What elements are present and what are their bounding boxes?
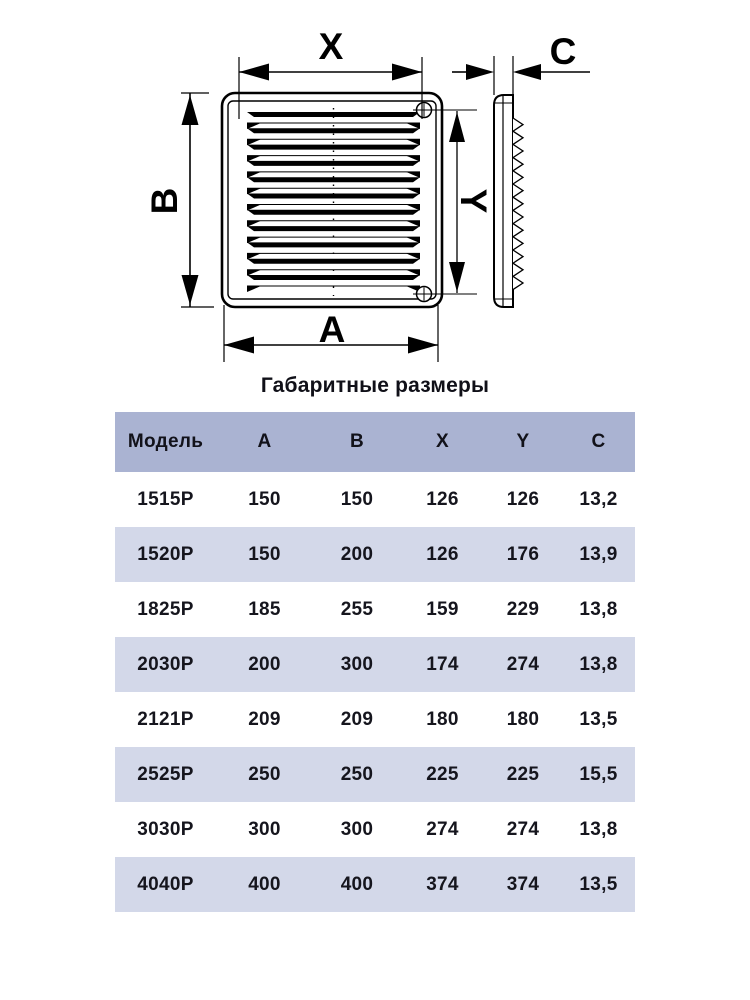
value-cell: 374 <box>506 873 540 895</box>
dimension-b <box>144 93 214 307</box>
value-cell: 126 <box>426 488 459 510</box>
dimension-y <box>449 111 494 293</box>
model-cell: 2121P <box>137 708 194 730</box>
value-cell: 400 <box>248 873 281 895</box>
value-cell: 174 <box>426 653 459 675</box>
model-cell: 1825P <box>137 598 194 620</box>
value-cell: 13,8 <box>579 598 618 620</box>
model-cell: 1515P <box>137 488 194 510</box>
value-cell: 159 <box>426 598 459 620</box>
value-cell: 15,5 <box>579 763 618 785</box>
value-cell: 13,8 <box>579 818 618 840</box>
value-cell: 13,5 <box>579 873 618 895</box>
grille-side-view <box>494 95 523 307</box>
value-cell: 300 <box>340 818 374 840</box>
table-row <box>115 472 635 527</box>
grille-dimension-diagram <box>0 0 750 375</box>
value-cell: 255 <box>340 598 374 620</box>
dim-label-x: X <box>318 26 344 67</box>
table-title: Габаритные размеры <box>260 374 490 397</box>
value-cell: 176 <box>506 543 540 565</box>
value-cell: 374 <box>426 873 459 895</box>
value-cell: 126 <box>426 543 459 565</box>
grille-front-view <box>222 93 477 307</box>
dimension-a <box>224 305 438 362</box>
value-cell: 13,9 <box>579 543 618 565</box>
serrated-edge <box>513 118 523 290</box>
value-cell: 274 <box>506 818 540 840</box>
screw-hole-bottom <box>413 287 477 302</box>
table-row <box>115 692 635 747</box>
value-cell: 400 <box>340 873 374 895</box>
model-cell: 1520P <box>137 543 194 565</box>
header-cell-a: A <box>257 431 272 452</box>
value-cell: 150 <box>248 543 281 565</box>
value-cell: 185 <box>248 598 281 620</box>
model-cell: 2525P <box>137 763 194 785</box>
dimension-c <box>452 31 590 95</box>
dim-label-c: C <box>549 31 577 72</box>
header-cell-model: Модель <box>127 431 204 452</box>
table-row <box>115 857 635 912</box>
table-row <box>115 637 635 692</box>
value-cell: 300 <box>248 818 281 840</box>
value-cell: 250 <box>248 763 281 785</box>
model-cell: 3030P <box>137 818 194 840</box>
table-header-row <box>115 412 635 472</box>
dim-label-y: Y <box>453 188 494 214</box>
value-cell: 126 <box>506 488 540 510</box>
value-cell: 13,5 <box>579 708 618 730</box>
table-row <box>115 527 635 582</box>
header-cell-b: B <box>349 431 365 452</box>
header-cell-c: C <box>591 431 606 452</box>
model-cell: 2030P <box>137 653 194 675</box>
header-cell-x: X <box>436 431 449 452</box>
value-cell: 150 <box>340 488 374 510</box>
value-cell: 200 <box>340 543 374 565</box>
value-cell: 274 <box>506 653 540 675</box>
model-cell: 4040P <box>137 873 194 895</box>
value-cell: 13,8 <box>579 653 618 675</box>
value-cell: 209 <box>340 708 374 730</box>
value-cell: 225 <box>426 763 459 785</box>
value-cell: 180 <box>426 708 459 730</box>
value-cell: 200 <box>248 653 281 675</box>
value-cell: 250 <box>340 763 374 785</box>
value-cell: 274 <box>426 818 459 840</box>
value-cell: 150 <box>248 488 281 510</box>
value-cell: 180 <box>506 708 540 730</box>
table-row <box>115 747 635 802</box>
value-cell: 209 <box>248 708 281 730</box>
value-cell: 300 <box>340 653 374 675</box>
value-cell: 13,2 <box>579 488 618 510</box>
table-row <box>115 582 635 637</box>
dimensions-table <box>115 412 635 912</box>
table-row <box>115 802 635 857</box>
dim-label-b: B <box>144 187 185 215</box>
value-cell: 229 <box>506 598 540 620</box>
header-cell-y: Y <box>516 431 530 452</box>
dim-label-a: A <box>318 309 346 350</box>
value-cell: 225 <box>506 763 540 785</box>
